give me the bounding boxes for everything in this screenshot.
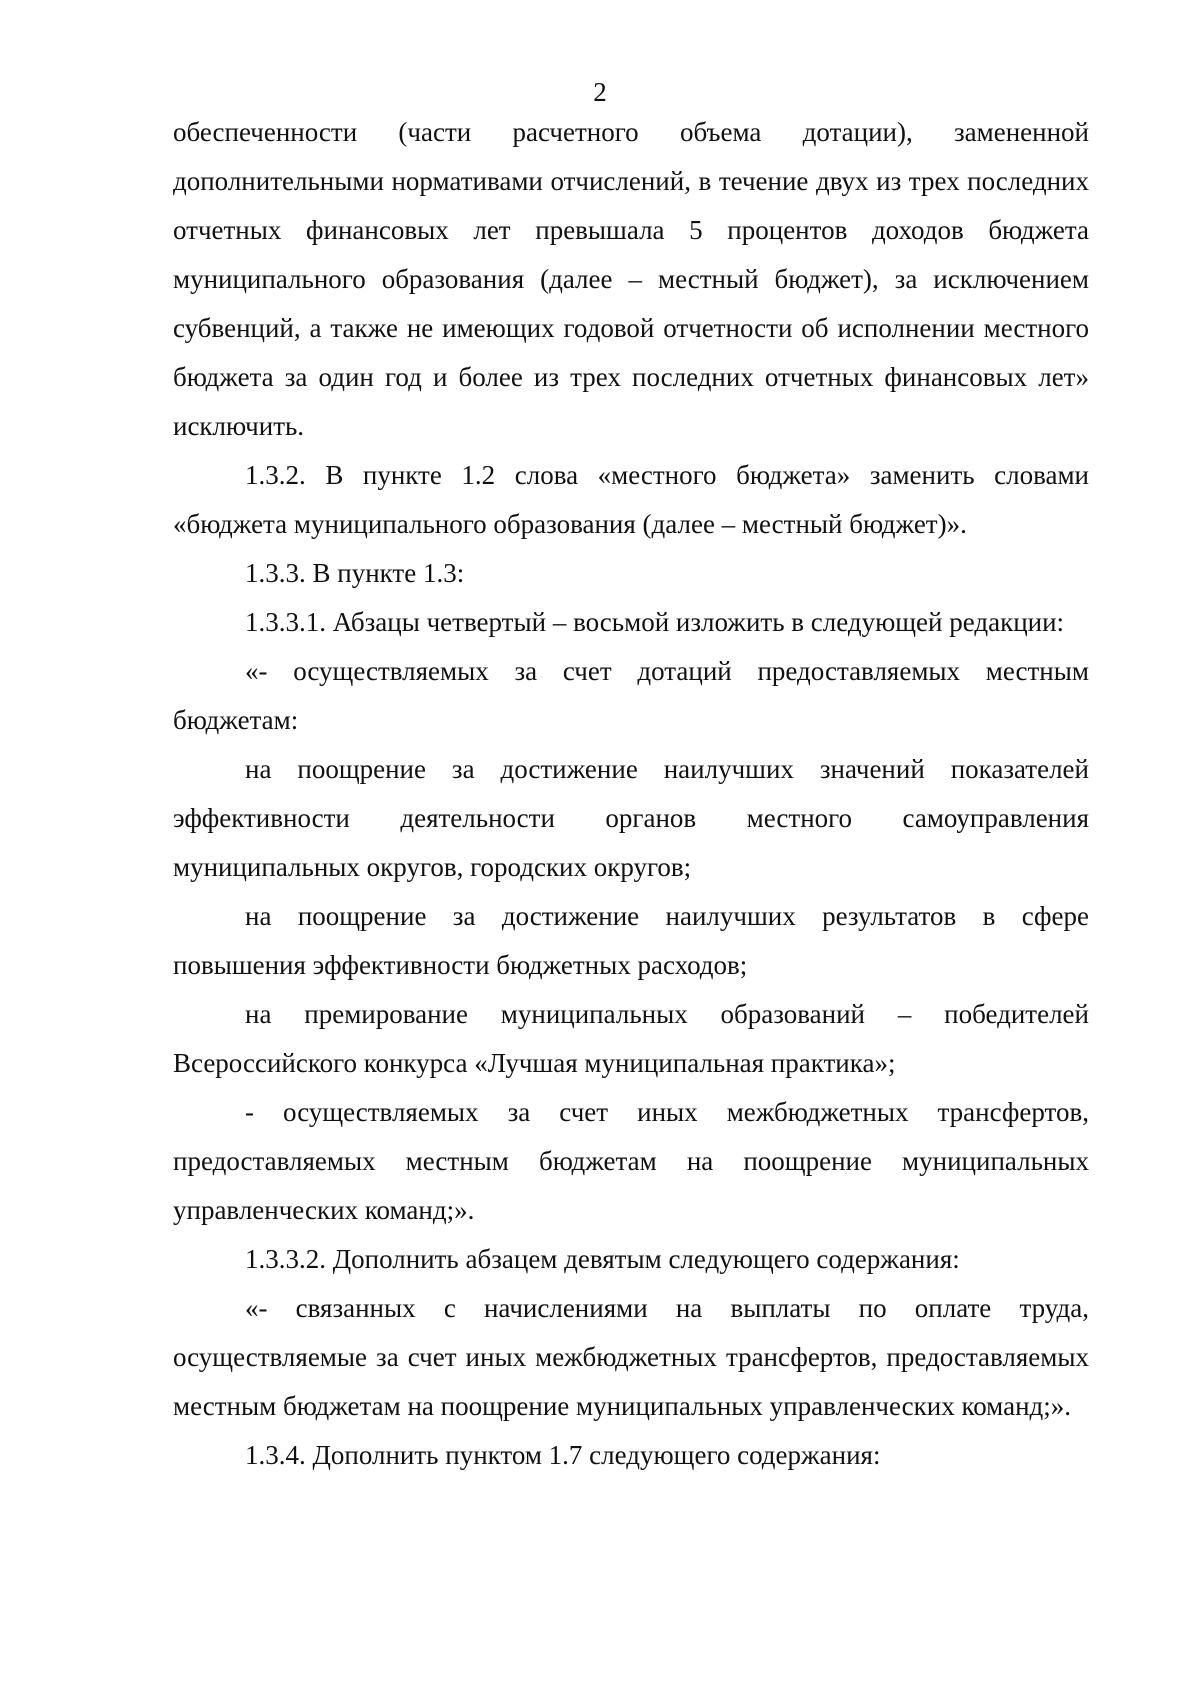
paragraph: 1.3.3. В пункте 1.3: [245, 558, 465, 588]
paragraph: на поощрение за достижение наилучших результатов в сфере повышения эффективности бюджетных расходов; [173, 901, 1089, 980]
paragraph: «- осуществляемых за счет дотаций предоставляемых местным бюджетам: [173, 656, 1089, 735]
paragraph: 1.3.2. В пункте 1.2 слова «местного бюджета» заменить словами «бюджета муниципального образования (далее – местный бюджет)». [173, 460, 1089, 539]
document-body [173, 108, 1089, 1480]
paragraph: 1.3.3.2. Дополнить абзацем девятым следующего содержания: [245, 1244, 960, 1274]
paragraph: 1.3.4. Дополнить пунктом 1.7 следующего содержания: [245, 1440, 881, 1470]
paragraph: 1.3.3.1. Абзацы четвертый – восьмой изложить в следующей редакции: [245, 607, 1065, 637]
paragraph: обеспеченности (части расчетного объема дотации), замененной дополнительными нормативами отчислений, в течение двух из трех последних отчетных финансовых лет превышала 5 процентов доходов бюджета муниципального образования (далее – местный бюджет), за исключением субвенций, а также не имеющих годовой отчетности об исполнении местного бюджета за один год и более из трех последних отчетных финансовых лет» исключить. [173, 117, 1089, 441]
paragraph: на поощрение за достижение наилучших значений показателей эффективности деятельности органов местного самоуправления муниципальных округов, городских округов; [173, 754, 1089, 882]
page-number: 2 [593, 77, 607, 107]
paragraph: «- связанных с начислениями на выплаты по оплате труда, осуществляемые за счет иных межбюджетных трансфертов, предоставляемых местным бюджетам на поощрение муниципальных управленческих команд;». [173, 1293, 1089, 1421]
paragraph: - осуществляемых за счет иных межбюджетных трансфертов, предоставляемых местным бюджетам на поощрение муниципальных управленческих команд;». [173, 1097, 1089, 1225]
paragraph: на премирование муниципальных образований – победителей Всероссийского конкурса «Лучшая муниципальная практика»; [173, 999, 1089, 1078]
